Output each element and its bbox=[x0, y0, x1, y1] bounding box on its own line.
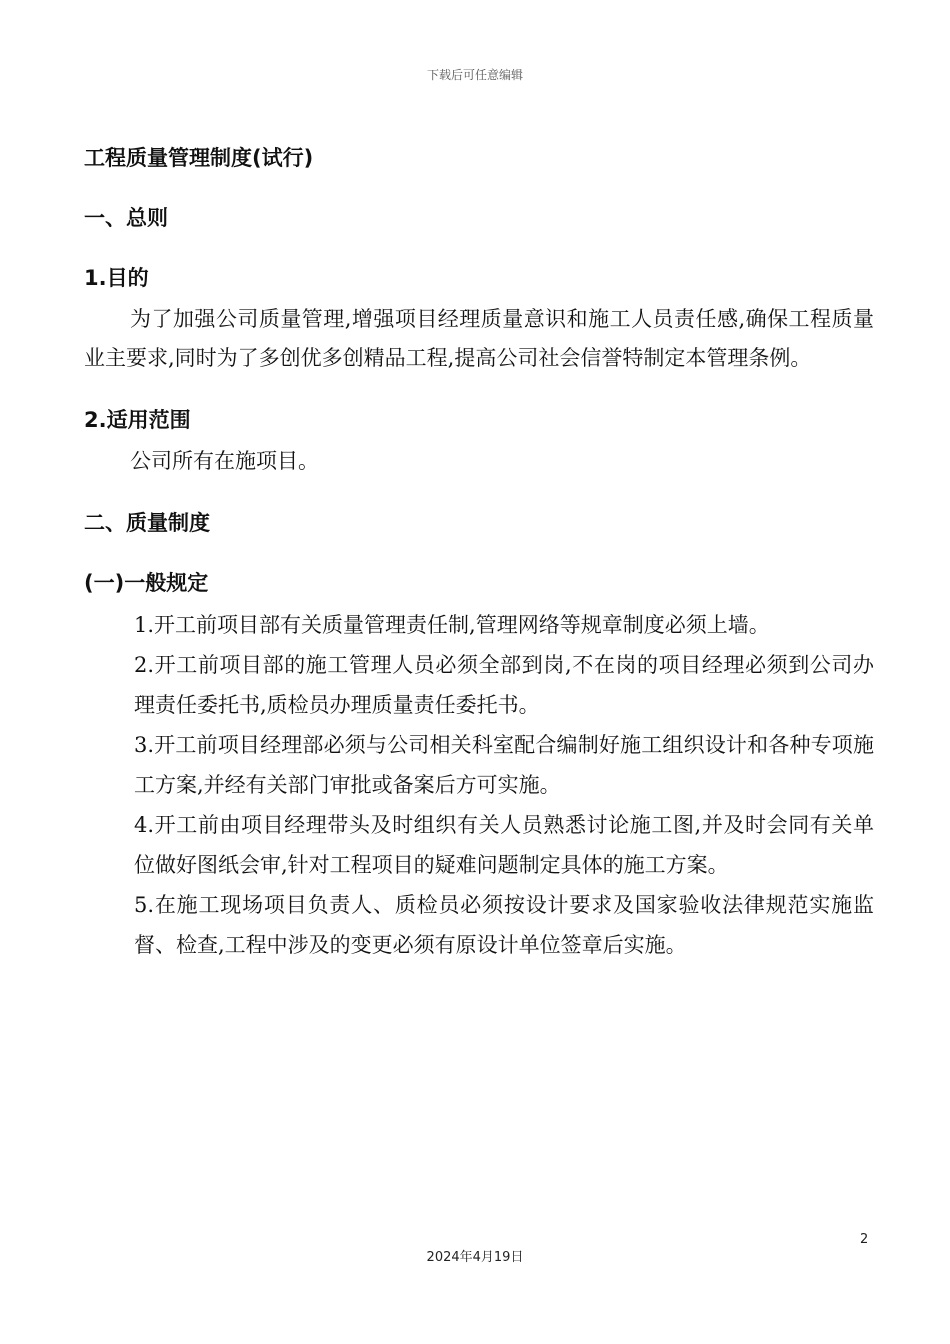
scope-paragraph: 公司所有在施项目。 bbox=[130, 449, 319, 473]
purpose-paragraph: 为了加强公司质量管理,增强项目经理质量意识和施工人员责任感,确保工程质量业主要求,同时为了多创优多创精品工程,提高公司社会信誉特制定本管理条例。 bbox=[84, 307, 874, 370]
subsection-heading-general-rules: (一)一般规定 bbox=[84, 571, 209, 595]
rules-list bbox=[134, 605, 874, 965]
list-item: 2.开工前项目部的施工管理人员必须全部到岗,不在岗的项目经理必须到公司办理责任委托书,质检员办理质量责任委托书。 bbox=[134, 653, 874, 717]
list-item: 4.开工前由项目经理带头及时组织有关人员熟悉讨论施工图,并及时会同有关单位做好图纸会审,针对工程项目的疑难问题制定具体的施工方案。 bbox=[134, 813, 874, 877]
list-item: 1.开工前项目部有关质量管理责任制,管理网络等规章制度必须上墙。 bbox=[134, 613, 770, 637]
section-heading-quality-system: 二、质量制度 bbox=[84, 511, 210, 535]
subsection-heading-scope: 2.适用范围 bbox=[84, 408, 191, 432]
subsection-heading-purpose: 1.目的 bbox=[84, 266, 149, 290]
page-number: 2 bbox=[860, 1232, 869, 1247]
list-item: 3.开工前项目经理部必须与公司相关科室配合编制好施工组织设计和各种专项施工方案,并经有关部门审批或备案后方可实施。 bbox=[134, 733, 874, 797]
footer-date: 2024年4月19日 bbox=[426, 1250, 524, 1265]
list-item: 5.在施工现场项目负责人、质检员必须按设计要求及国家验收法律规范实施监督、检查,工程中涉及的变更必须有原设计单位签章后实施。 bbox=[134, 893, 874, 957]
section-heading-general: 一、总则 bbox=[84, 206, 168, 230]
page-header: 下载后可任意编辑 bbox=[426, 68, 523, 82]
document-body bbox=[84, 140, 874, 965]
document-title: 工程质量管理制度(试行) bbox=[84, 146, 314, 170]
